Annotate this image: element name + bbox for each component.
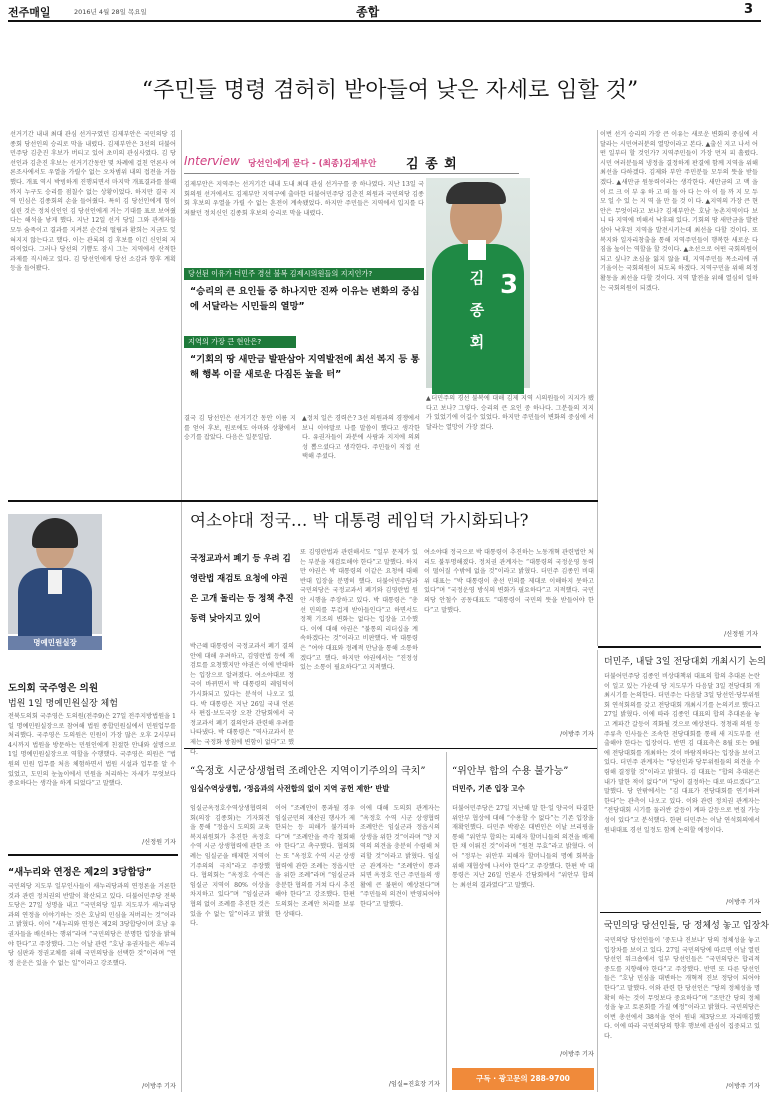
col-divider (181, 506, 182, 1092)
masthead-date: 2016년 4월 28일 목요일 (74, 8, 147, 16)
header-rule (8, 20, 761, 22)
lead-photo-caption: ▲더민주의 경선 불복에 대해 김제 지역 시의원들이 지지가 됐다고 보나? 그렇다. 승리의 큰 요인 중 하나다. 그분들의 지지가 있었기에 이길수 있었다. 하지만 주민들이 변화의 중심에 서달라는 열망이 가장 컸다. (426, 395, 594, 431)
official-photo (8, 514, 102, 634)
right-body: 더불어민주당 김종인 비상대책위 대표의 합의 추대론 논란이 일고 있는 가운데 당 지도부가 다음달 3일 전당대회 개최시기를 논의한다. 더민주는 다음달 3일 당선인·당무위원회 연석회의를 갖고 전당대회 개최시기를 논의키로 했다고 27일 밝혔다. 이에 따라 김종인 대표의 합의 추대론을 놓고 계파간 갈등이 격화될 것으로 예상된다. 정청래 의원 등 주류측 인사들은 조속한 전당대회를 통해 새 지도부를 선출해야 한다는 입장이다. 반면 김 대표측은 8월 또는 9월에 전당대회를 개최하는 것이 바람직하다는 입장을 보이고 있다. 더민주 관계자는 “당선인과 당무위원들의 의견을 수렴해 결정할 것”이라고 밝혔다. 김 대표는 “합의 추대론은 내가 말한 적이 없다”며 “당이 결정하는 대로 따르겠다”고 말했다. 당 안팎에서는 “김 대표가 전당대회를 연기하려 한다”는 관측이 나오고 있다. 이와 관련 정치권 관계자는 “전당대회 시기를 둘러싼 갈등이 계파 갈등으로 번질 가능성이 있다”고 분석했다. 한편 더민주는 이날 연석회의에서 원내대표 경선 일정도 함께 논의할 예정이다. (604, 673, 760, 834)
sidebar-headline: 도의회 국주영은 의원 (8, 683, 99, 694)
col-divider (597, 650, 598, 1092)
lead-col3: 결국 김 당선인은 선거기간 동안 이름 지를 얻어 후보, 원로에도 아마와 상황에서 승기를 잡았다. 다음은 일문일답. (184, 415, 296, 442)
right-byline: /이방주 기자 (726, 899, 760, 906)
section-rule (184, 748, 598, 749)
mid-col2: 또 김영란법과 관련해서도 “일부 문제가 있는 부분을 재검토해야 한다”고 말했다. 하지만 야권은 박 대통령의 이같은 요청에 대해 반대 입장을 분명히 했다. 더불어민주당과 국민의당은 국정교과서 폐기와 김영란법 원안 시행을 주장하고 있다. 박 대통령은 “총선 민의를 무겁게 받아들인다”고 하면서도 정책 기조의 변화는 없다는 입장을 고수했다. 이에 대해 야권은 “불통의 리더십을 계속하겠다는 것”이라고 비판했다. 박 대통령은 “여야 대표와 정례적 만남을 통해 소통하겠다”고 했다. 하지만 야권에서는 “진정성 있는 소통이 필요하다”고 지적했다. (300, 549, 418, 672)
answer-1: “승리의 큰 요인들 중 하나지만 진짜 이유는 변화의 중심에 서달라는 시민들의 열망” (190, 286, 420, 312)
bottom-col1: 임실군옥정호수역상생협력의회(의장 김종회)는 기자회견을 통해 “정읍시 도의회 교육복지위원회가 추진한 옥정호 수역 시군 상생협력에 관한 조례는 임실군을 배제한 지역이기주의의 극치”라고 주장했다. 협의회는 “옥정호 수역은 임실군 지역이 80% 이상을 차지하고 있다”며 “임실군과 협의 없이 조례를 추진한 것은 있을 수 없는 일”이라고 밝혔다. (190, 805, 270, 928)
sidebar-box-byline: /이방주 기자 (142, 1083, 176, 1090)
right-box-body: 국민의당 당선인들이 ‘중도냐 진보냐’ 당의 정체성을 놓고 입장차를 보이고 있다. 27일 국민의당에 따르면 이날 열린 당선인 워크숍에서 일부 당선인들은 “국민의당은 합리적 중도를 지향해야 한다”고 주장했다. 반면 또 다른 당선인들은 “호남 민심을 대변하는 개혁적 진보 정당이 되어야 한다”고 말했다. 이와 관련 한 당선인은 “당의 정체성을 명확히 하는 것이 무엇보다 중요하다”며 “조만간 당의 정체성을 놓고 토론회를 가질 예정”이라고 밝혔다. 국민의당은 이번 총선에서 38석을 얻어 원내 제3당으로 자리매김했다. 이에 따라 국민의당의 향후 행보에 관심이 집중되고 있다. (604, 937, 760, 1040)
answer-2: “기회의 땅 새만금 발판삼아 지역발전에 최선 복지 등 통해 행복 이끌 새로운 다짐돈 높을 터” (190, 354, 420, 380)
interview-tag: Interview (184, 154, 240, 168)
right-box-byline: /이방주 기자 (726, 1083, 760, 1090)
right-box-headline: 국민의당 당선인들, 당 정체성 놓고 입장차 (604, 921, 769, 931)
sidebar-box-title: “새누리와 연정은 제2의 3당합당” (8, 867, 152, 878)
lead-right-col: 이번 선거 승리의 가장 큰 이유는 새로운 변화의 중심에 서달라는 시민여러분의 열망이라고 본다. ▲출신 지고 나서 어떤 일부터 할 것인가? 지역주민들이 가장 먼저 피 흘렸다. 시민 여러분들의 냉정을 결정하게 판결에 함께 지역을 위해 최선을 다하겠다. 김제와 부안 주민분들 모두의 뜻을 받들겠다. ▲새만금 원동력이라는 생각한다. 새만금의 고 맥 을 이 르 크 이 부 유 하 고 떠 돌 아 다 는 아 이 들 까 지 모 두 모 일 수 있 는 지 역 을 만 들 것 이 다. ▲지역의 가장 큰 현안은 무엇이라고 보나? 김제부안은 호남 농촌지역이다 보니 타 지역에 비해서 낙후돼 있다. 기회의 땅 새만금을 발판삼아 낙후된 지역을 발전시키는데 최선을 다할 것이다. 또 복지와 일자리창출을 통해 지역주민들이 행복한 새로운 다짐을 높이는 역할을 할 것이다. ▲초선으로 어떤 국회의원이 되고 싶나? 초심을 잃지 않을 때, 지역주민들 목소리에 귀 기울이는 국회의원이 되도록 하겠다. 지역구민을 위해 의정활동을 최선을 다할 것이다. 지역 발전을 위해 열심히 일하는 국회의원이 되겠다. (600, 131, 758, 292)
lead-intro-col1: 선거기간 내내 최대 관심 선거구였던 김제부안은 국민의당 김종회 당선인의 승리로 막을 내렸다. 김제부안은 3선의 더불어민주당 김춘진 후보가 버티고 있어 초미의 관심사였다. 김 당선인과 김춘진 후보는 선거기간동안 몇 차례에 걸친 언론사 여론조사에서도 우열을 가릴수 없는 오차범위 내의 접전을 거듭했다. 개표 역시 박빙하게 진행되면서 마지막 개표결과를 볼때 까지 누구도 승리를 점칠수 없는 상황이었다. 하지만 결국 지역 민심은 김종회의 손을 들어줬다. 특히 김 당선인에게 힘이 실린 것은 정치신인인 김 당선인에게 거는 기대를 표로 보여줬다는 해석을 낳게 했다. 지난 12일 선거 당일 그와 관계자들 모두 숨죽이고 결과를 지켜본 순간의 떨림과 환희는 지금도 잊혀지지 않는다고 했다. 이는 관록의 김 후보를 이긴 신인의 저력이었다. 그러나 당선의 기쁨도 잠시 그는 지역에서 산적한 과제를 직시하고 있다. 김 당선인에게 당선 소감과 향후 계획 등을 들어봤다. (10, 131, 176, 273)
lead-intro-col2: 김제부안은 지역주는 선거기간 내내 도내 최대 관심 선거구를 중 하나였다. 지난 13일 국회의원 선거에서도 김제부안 지역구에 출마한 더불어민주당 김춘진 의원과 국민의당 김종회 후보의 우열을 가릴 수 없는 혼전이 계속됐었다. 하지만 주민들은 지역에서 입지를 다져왔던 정치신인 김종회 후보의 승리로 막을 내렸다. (184, 181, 424, 217)
candidate-name-vertical: 김 종 회 (469, 269, 485, 351)
bottom-col2: 이어 “조례안이 통과될 경우 임실군민의 재산권 행사가 제한되는 등 피해가 불가피하다”며 “조례안을 즉각 철회해야 한다”고 촉구했다. 협의회는 또 “옥정호 수역 시군 상생협력에 관한 조례는 정읍시만을 위한 조례”라며 “임실군과 충분한 협의를 거쳐 다시 추진해야 한다”고 강조했다. 한편 도의회는 조례안 처리를 보류한 상태다. (275, 805, 355, 918)
bottom-body-2: 더불어민주당은 27일 지난해 말 한·일 양국이 타결한 위안부 협상에 대해 “수용할 수 없다”는 기존 입장을 재확인했다. 더민주 박광온 대변인은 이날 브리핑을 통해 “위안부 합의는 피해자 할머니들의 의견을 배제한 채 이뤄진 것”이라며 “원천 무효”라고 밝혔다. 이어 “정부는 위안부 피해자 할머니들의 명예 회복을 위해 재협상에 나서야 한다”고 주장했다. 한편 박 대통령은 지난 26일 언론사 간담회에서 “위안부 합의는 최선의 결과였다”고 말했다. (452, 805, 594, 889)
interview-name: 김 종 회 (406, 157, 458, 172)
col-divider (597, 130, 598, 646)
section-rule (8, 500, 598, 502)
right-headline: 더민주, 내달 3일 전당대회 개최시기 논의 (604, 657, 766, 667)
bottom-col3: 이에 대해 도의회 관계자는 “옥정호 수역 시군 상생협력 조례안은 임실군과 정읍시의 상생을 위한 것”이라며 “양 지역의 의견을 충분히 수렴해 처리할 것”이라고 밝혔다. 임실군 관계자는 “조례안이 통과되면 옥정호 인근 주민들의 생활에 큰 불편이 예상된다”며 “주민들의 의견이 반영되어야 한다”고 말했다. (360, 805, 440, 908)
box-rule (8, 854, 178, 856)
lead-byline: /신정원 기자 (724, 631, 758, 638)
lead-headline: “주민들 명령 겸허히 받아들여 낮은 자세로 임할 것” (141, 78, 639, 103)
col-divider (446, 752, 447, 1092)
question-2: 지역의 가장 큰 현안은? (184, 336, 296, 348)
box-rule (600, 912, 761, 913)
sidebar-box-body: 국민의당 지도부 일부인사들이 새누리당과의 연정론을 거론한 것과 관련 정치권의 반발이 확산되고 있다. 더불어민주당 전북도당은 27일 성명을 내고 “국민의당 일부 지도부가 새누리당과의 연정을 이야기하는 것은 호남의 민심을 저버리는 것”이라고 밝혔다. 이어 “새누리와 연정은 제2의 3당합당이며 호남 유권자들을 배신하는 행위”라며 “국민의당은 분명한 입장을 밝혀야 한다”고 주장했다. 그는 이날 관련 “호남 유권자들은 새누리당 심판과 정권교체를 위해 국민의당을 선택한 것”이라며 “연정 운운은 있을 수 없는 일”이라고 강조했다. (8, 883, 176, 967)
bottom-byline-1: /임실=진효장 기자 (388, 1081, 440, 1088)
mid-deck: 국정교과서 폐기 등 우려 김영란법 재검토 요청에 야권은 고개 돌리는 등 정책 추진 동력 낮아지고 있어 (190, 553, 294, 623)
sidebar-subhead: 법원 1일 명예민원실장 체험 (8, 699, 118, 709)
section-rule (598, 646, 761, 648)
sidebar-byline: /신정원 기자 (142, 839, 176, 846)
mid-col3: 여소야대 정국으로 박 대통령이 추진하는 노동개혁 관련법안 처리도 불투명해졌다. 정치권 관계자는 “대통령의 국정운영 동력이 떨어질 수밖에 없을 것”이라고 밝혔다. 더민주 김종인 비대위 대표는 “박 대통령이 총선 민의를 제대로 이해하지 못하고 있다”며 “국정운영 방식의 변화가 필요하다”고 지적했다. 국민의당 안철수 공동대표도 “대통령이 국민의 뜻을 받들어야 한다”고 말했다. (424, 549, 594, 614)
bottom-subhead-2: 더민주, 기존 입장 고수 (452, 784, 525, 793)
bottom-byline-2: /이방주 기자 (560, 1051, 594, 1058)
official-photo-label: 명예민원실장 (8, 636, 102, 650)
bottom-headline-1: “옥정호 시군상생협력 조례안은 지역이기주의의 극치” (190, 766, 426, 777)
question-1: 당선된 이유가 더민주 경선 불복 김제시의원들의 지지인가? (184, 268, 424, 280)
candidate-photo: 김 종 회 3 (426, 178, 530, 388)
sidebar-body: 전북도의회 국주영은 도의원(전주9)은 27일 전주지방법원을 1일 명예민원실장으로 참여해 법원 종합민원실에서 민원업무를 처리했다. 국주영은 도의원은 민원이 가장 많은 오후 2시부터 4시까지 법원을 방문하는 민원인에게 친절한 안내와 설명으로 1일 명예민원실장으로 역할을 수행했다. 국주영은 의원은 “법원의 민원 업무를 처음 체험하면서 법원 시설과 업무를 알 수 있었고, 도민의 눈높이에서 민원을 처리하는 자세가 무엇보다 중요하다는 생각을 하게 되었다”고 말했다. (8, 713, 176, 788)
section-name: 종합 (356, 5, 380, 19)
ad-bar: 구독 · 광고문의 288-9700 (452, 1068, 594, 1090)
masthead-paper: 전주매일 (8, 6, 51, 19)
mid-col1: 박근혜 대통령이 국정교과서 폐기 결의안에 대해 우려하고, 김영란법 등에 재검토를 요청했지만 야권은 이에 반대하는 입장으로 알려졌다. 여소야대로 정국이 바뀌면서 박 대통령의 레임덕이 가시화되고 있다는 분석이 나오고 있다. 박 대통령은 지난 26일 국내 언론사 편집·보도국장 오찬 간담회에서 국정교과서 폐기 결의안과 관련해 우려를 나타냈다. 박 대통령은 “역사교과서 문제는 국정화 방침에 변함이 없다”고 했다. (190, 643, 294, 756)
bottom-subhead-1: 임실수역상생협, ‘정읍과의 사전합의 없이 지역 공헌 제한’ 반발 (190, 784, 390, 793)
lead-col4: ▲정치 일은 경력은? 3선 의원과의 경쟁에서 보니 이야말로 나를 말씀이 했다고 생각한다. 유권자들이 과분에 사람과 지지에 의외성 뽑으셨다고 생각한다. 주민들이 직접 선택해 주셨다. (302, 415, 420, 461)
interview-title: 당선인에게 묻다 - (최종)김제부안 (248, 159, 377, 169)
mid-headline: 여소야대 정국… 박 대통령 레임덕 가시화되나? (190, 511, 529, 530)
interview-header (184, 152, 519, 174)
mid-byline: /이방주 기자 (560, 731, 594, 738)
bottom-headline-2: “위안부 합의 수용 불가능” (452, 766, 569, 777)
page-number: 3 (744, 2, 754, 17)
